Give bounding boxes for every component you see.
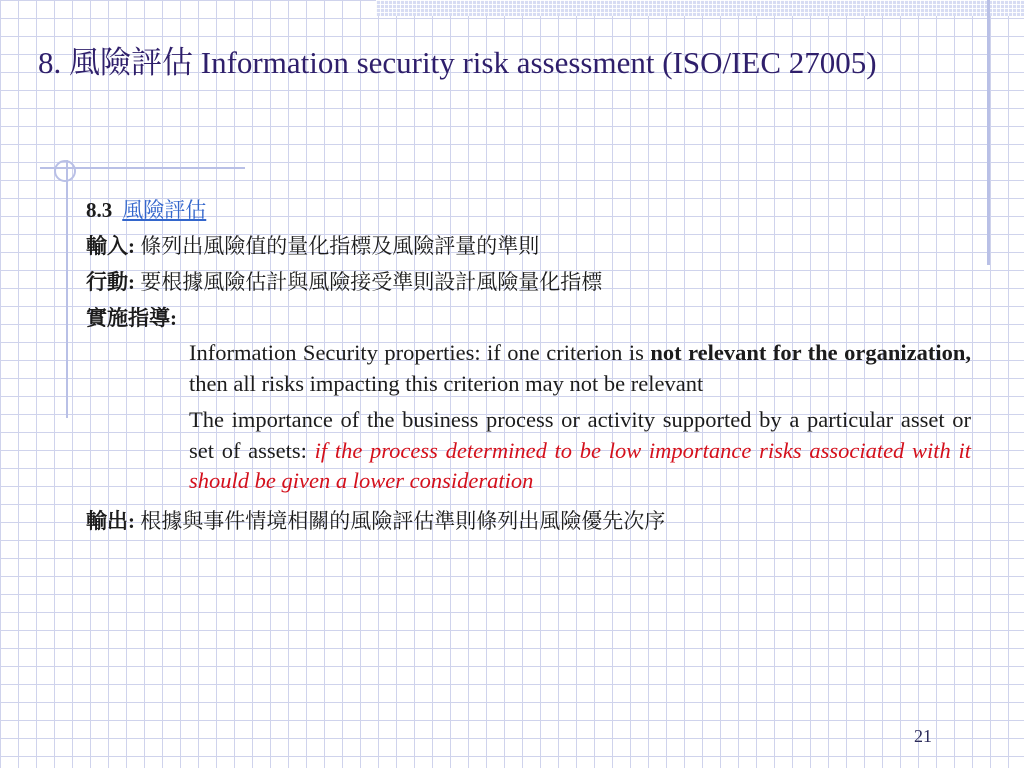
guidance-label: 實施指導: — [86, 306, 177, 330]
section-heading — [86, 192, 976, 228]
input-line — [86, 228, 976, 264]
para1-post: then all risks impacting this criterion may not be relevant — [189, 370, 704, 396]
section-link[interactable]: 風險評估 — [122, 198, 207, 222]
action-text: 要根據風險估計與風險接受準則設計風險量化指標 — [135, 270, 603, 294]
para1-text: Information Security properties: if one criterion is — [189, 340, 651, 365]
slide-content — [86, 192, 976, 539]
decorative-vertical-line-right — [987, 0, 990, 265]
input-label: 輸入: — [86, 234, 135, 258]
output-text: 根據與事件情境相關的風險評估準則條列出風險優先次序 — [135, 508, 666, 533]
output-line — [86, 503, 976, 539]
action-label: 行動: — [86, 270, 135, 294]
para1-bold: not relevant for the organization, — [650, 340, 971, 365]
para2-text: The importance of the business process or activity supported by a particular asset or set of assets: — [189, 407, 971, 463]
slide-title: 8. 風險評估 Information security risk assessment (ISO/IEC 27005) — [38, 45, 877, 80]
action-line — [86, 264, 976, 300]
corner-pattern — [376, 0, 1024, 16]
input-text: 條列出風險值的量化指標及風險評量的準則 — [135, 234, 540, 258]
guidance-paragraph-1 — [189, 338, 971, 399]
section-number: 8.3 — [86, 198, 113, 222]
guidance-line — [86, 300, 976, 336]
page-number: 21 — [914, 726, 932, 746]
output-label: 輸出: — [86, 508, 135, 533]
decorative-circle — [54, 160, 76, 182]
guidance-paragraph-2 — [189, 405, 971, 497]
para2-emphasis: if the process determined to be low importance risks associated with it should be given a lower consideration — [189, 437, 971, 493]
decorative-vertical-line-left — [66, 160, 68, 418]
